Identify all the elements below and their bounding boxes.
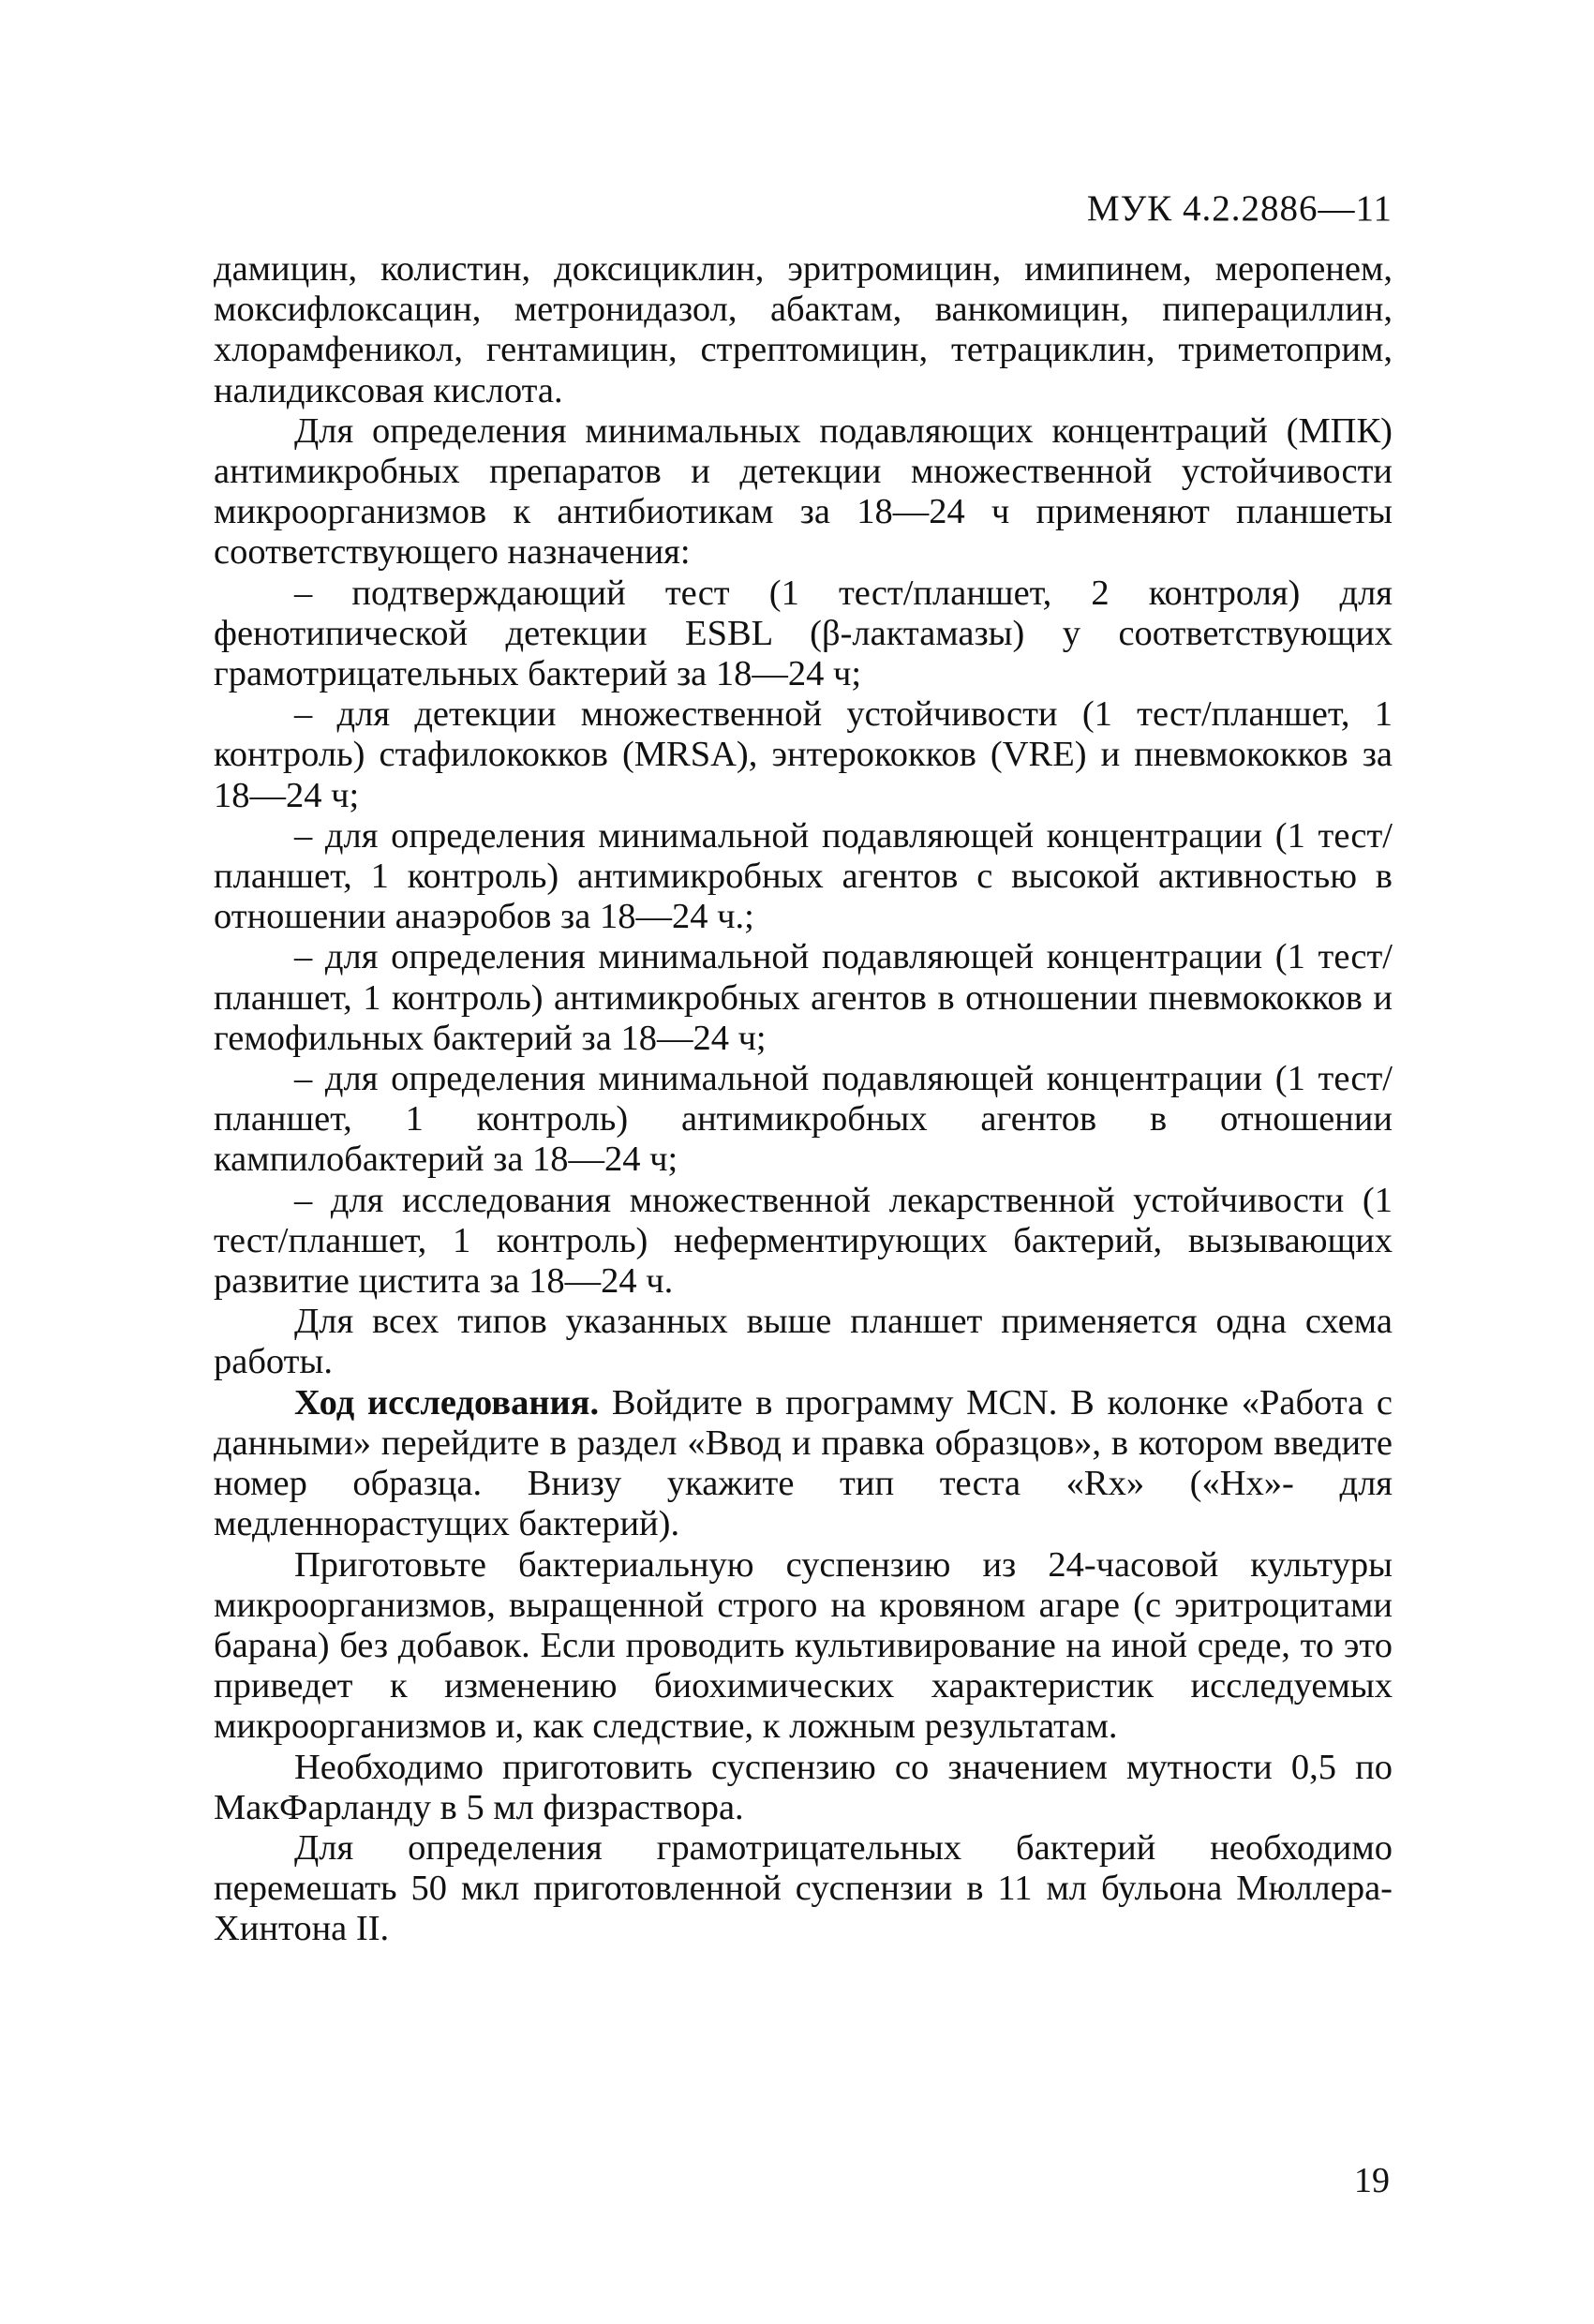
paragraph-suspension: Приготовьте бактериальную суспензию из 24-часовой культуры микроорганизмов, выращенной строго на кровяном агаре (с эритроцитами барана) без добавок. Если проводить культивирование на иной среде, то это приведет к изменению биохимических характеристик исследуемых микроорганизмов и, как следствие, к ложным результатам. xyxy=(214,1544,1393,1747)
list-item-anaerobes: – для определения минимальной подавляющей концентрации (1 тест/планшет, 1 контроль) антимикробных агентов с высокой активностью в отношении анаэробов за 18—24 ч.; xyxy=(214,815,1393,937)
paragraph-procedure xyxy=(214,1383,1393,1545)
list-item-campylobacter: – для определения минимальной подавляющей концентрации (1 тест/планшет, 1 контроль) антимикробных агентов в отношении кампилобактерий за 18—24 ч; xyxy=(214,1059,1393,1180)
list-item-esbl: – подтверждающий тест (1 тест/планшет, 2 контроля) для фенотипической детекции ESBL (β-лактамазы) у соответствующих грамотрицательных бактерий за 18—24 ч; xyxy=(214,573,1393,694)
list-item-nonfermenting: – для исследования множественной лекарственной устойчивости (1 тест/планшет, 1 контроль) неферментирующих бактерий, вызывающих развитие цистита за 18—24 ч. xyxy=(214,1180,1393,1302)
paragraph-mpk: Для определения минимальных подавляющих концентраций (МПК) антимикробных препаратов и детекции множественной устойчивости микроорганизмов к антибиотикам за 18—24 ч применяют планшеты соответствующего назначения: xyxy=(214,410,1393,573)
procedure-text: Войдите в программу MCN. В колонке «Работа с данными» перейдите в раздел «Ввод и правка образцов», в котором введите номер образца. Внизу укажите тип теста «Rx» («Hx»- для медленнорастущих бактерий). xyxy=(214,1382,1393,1544)
procedure-heading: Ход исследования. xyxy=(294,1382,600,1423)
paragraph-antibiotics-continued: дамицин, колистин, доксициклин, эритромицин, имипинем, меропенем, моксифлоксацин, метронидазол, абактам, ванкомицин, пиперациллин, хлорамфеникол, гентамицин, стрептомицин, тетрациклин, триметоприм, налидиксовая кислота. xyxy=(214,249,1393,410)
paragraph-scheme: Для всех типов указанных выше планшет применяется одна схема работы. xyxy=(214,1302,1393,1382)
paragraph-gram-negative: Для определения грамотрицательных бактерий необходимо перемешать 50 мкл приготовленной суспензии в 11 мл бульона Мюллера-Хинтона II. xyxy=(214,1827,1393,1949)
list-item-pneumococci: – для определения минимальной подавляющей концентрации (1 тест/планшет, 1 контроль) антимикробных агентов в отношении пневмококков и гемофильных бактерий за 18—24 ч; xyxy=(214,937,1393,1058)
document-code-header: МУК 4.2.2886—11 xyxy=(1086,188,1393,229)
document-body xyxy=(214,249,1393,1950)
page-number: 19 xyxy=(1354,2161,1390,2200)
list-item-multiresistance: – для детекции множественной устойчивости (1 тест/планшет, 1 контроль) стафилококков (MRSA), энтерококков (VRE) и пневмококков за 18—24 ч; xyxy=(214,694,1393,815)
paragraph-turbidity: Необходимо приготовить суспензию со значением мутности 0,5 по МакФарланду в 5 мл физраствора. xyxy=(214,1747,1393,1827)
